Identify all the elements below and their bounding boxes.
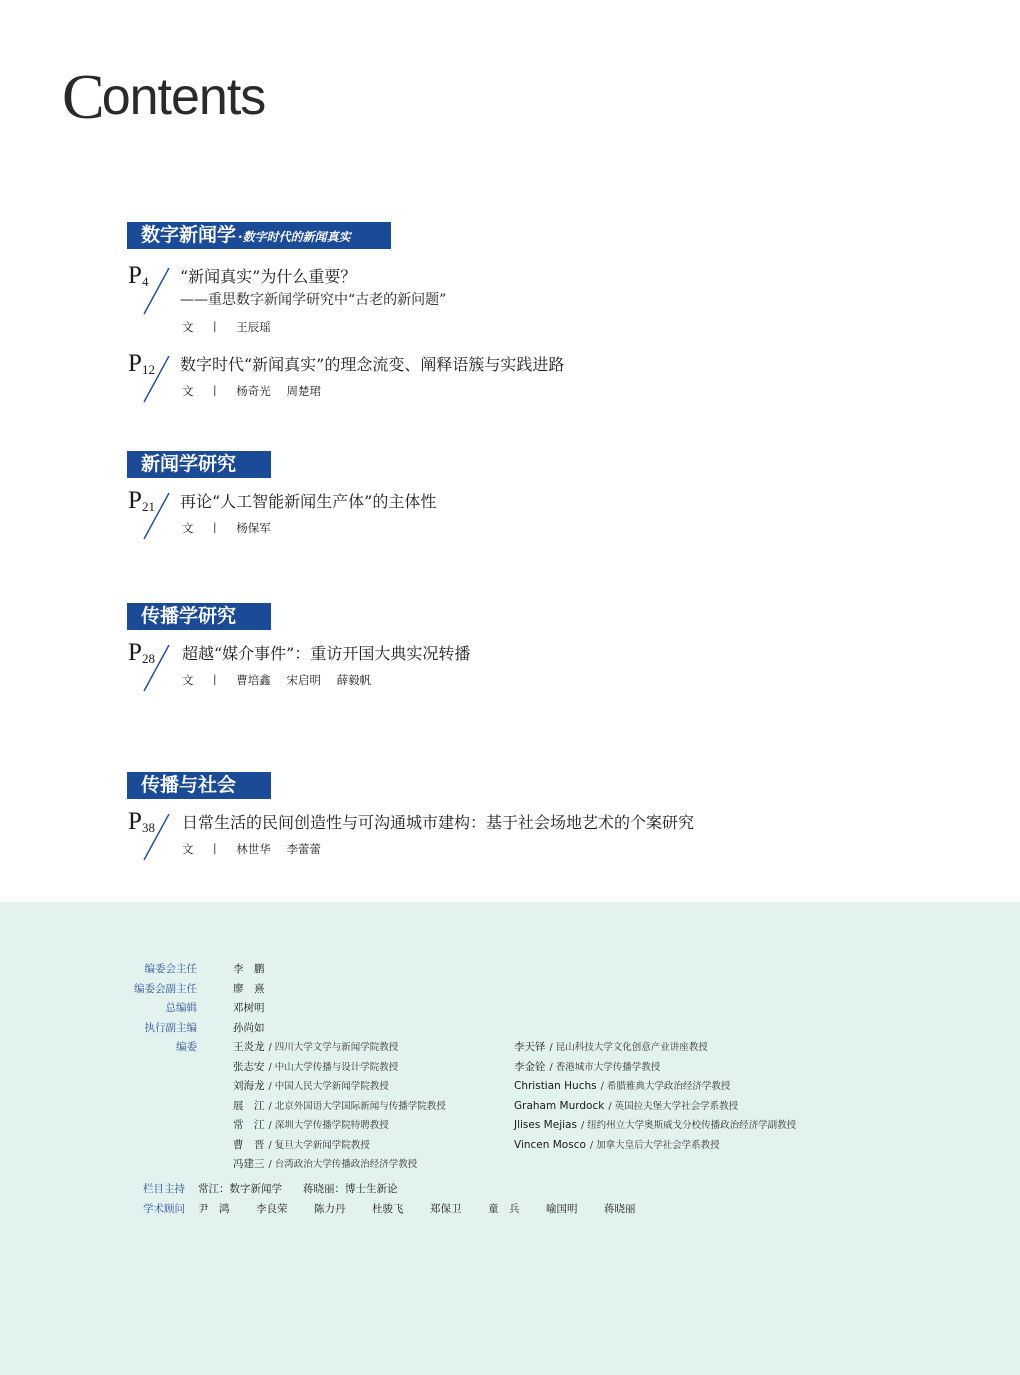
entry-title: “新闻真实”为什么重要？	[180, 267, 357, 286]
board-label: 执行副主编	[144, 1022, 197, 1034]
advisor-list	[198, 1201, 662, 1216]
board-member: 展 江 / 北京外国语大学国际新闻与传播学院教授	[233, 1100, 446, 1112]
entry-authors: 文 丨 杨奇光 周楚珺	[182, 384, 321, 398]
page-number-mark	[126, 808, 186, 874]
slash-divider-icon	[126, 645, 186, 695]
advisor-name: 蒋晓丽	[604, 1203, 636, 1215]
editorial-board-panel	[0, 902, 1020, 1375]
board-name: 廖 熹	[233, 983, 265, 995]
section-banner-journalism-research	[127, 451, 271, 478]
slash-divider-icon	[126, 814, 186, 864]
entry-authors: 文 丨 林世华 李蕾蕾	[182, 842, 321, 856]
board-label: 编委会副主任	[134, 983, 197, 995]
slash-divider-icon	[126, 356, 186, 406]
advisor-name: 陈力丹	[314, 1203, 346, 1215]
page-number-mark	[126, 350, 186, 416]
slash-divider-icon	[126, 268, 186, 318]
page-number: 12	[142, 362, 155, 377]
column-hosts: 常江：数字新闻学 蒋晓丽：博士生新论	[198, 1183, 398, 1195]
page-prefix: P	[128, 639, 142, 666]
section-sublabel: ·数字时代的新闻真实	[238, 230, 351, 244]
board-label: 编委	[176, 1041, 197, 1053]
page-number: 21	[142, 499, 155, 514]
page-title	[62, 60, 265, 134]
entry-authors: 文 丨 曹培鑫 宋启明 薛毅帆	[182, 673, 372, 687]
board-label: 编委会主任	[144, 963, 197, 975]
title-rest: ontents	[101, 68, 266, 126]
board-label: 总编辑	[165, 1002, 197, 1014]
page-number: 4	[142, 274, 149, 289]
board-member: 刘海龙 / 中国人民大学新闻学院教授	[233, 1080, 389, 1092]
advisor-name: 杜骏飞	[372, 1203, 404, 1215]
entry-authors: 文 丨 王辰瑶	[182, 320, 271, 334]
section-banner-digital-journalism	[127, 222, 391, 249]
page-number-mark	[126, 639, 186, 705]
section-label: 传播学研究	[141, 605, 237, 627]
board-member: 常 江 / 深圳大学传播学院特聘教授	[233, 1119, 389, 1131]
page-prefix: P	[128, 808, 142, 835]
board-member: 张志安 / 中山大学传播与设计学院教授	[233, 1061, 399, 1073]
board-member: 冯建三 / 台湾政治大学传播政治经济学教授	[233, 1158, 418, 1170]
page-number: 28	[142, 651, 155, 666]
entry-title: 数字时代“新闻真实”的理念流变、阐释语簇与实践进路	[180, 355, 565, 374]
board-member: Graham Murdock / 英国拉夫堡大学社会学系教授	[514, 1100, 739, 1112]
entry-title: 日常生活的民间创造性与可沟通城市建构：基于社会场地艺术的个案研究	[182, 813, 695, 832]
advisor-name: 喻国明	[546, 1203, 578, 1215]
board-member: 李天铎 / 昆山科技大学文化创意产业讲座教授	[514, 1041, 708, 1053]
board-label: 学术顾问	[143, 1203, 185, 1215]
section-banner-communication-society	[127, 772, 271, 799]
board-member: 李金铨 / 香港城市大学传播学教授	[514, 1061, 661, 1073]
board-member: Christian Huchs / 希腊雅典大学政治经济学教授	[514, 1080, 731, 1092]
entry-title: 超越“媒介事件”：重访开国大典实况转播	[182, 644, 471, 663]
advisor-name: 尹 鸿	[198, 1203, 230, 1215]
board-label: 栏目主持	[143, 1183, 185, 1195]
page-prefix: P	[128, 487, 142, 514]
advisor-name: 郑保卫	[430, 1203, 462, 1215]
page-prefix: P	[128, 350, 142, 377]
entry-subtitle: ——重思数字新闻学研究中“古老的新问题”	[180, 292, 447, 308]
board-name: 邓树明	[233, 1002, 265, 1014]
section-label: 数字新闻学	[141, 224, 237, 246]
board-member: 王炎龙 / 四川大学文学与新闻学院教授	[233, 1041, 399, 1053]
title-initial: C	[62, 61, 104, 132]
board-member: Vincen Mosco / 加拿大皇后大学社会学系教授	[514, 1139, 720, 1151]
entry-authors: 文 丨 杨保军	[182, 521, 271, 535]
section-label: 传播与社会	[141, 774, 237, 796]
board-member: 曹 晋 / 复旦大学新闻学院教授	[233, 1139, 370, 1151]
section-label: 新闻学研究	[141, 453, 237, 475]
page-number-mark	[126, 487, 186, 553]
page-prefix: P	[128, 262, 142, 289]
slash-divider-icon	[126, 493, 186, 543]
section-banner-communication-research	[127, 603, 271, 630]
advisor-name: 李良荣	[256, 1203, 288, 1215]
board-name: 李 鹏	[233, 963, 265, 975]
page-number-mark	[126, 262, 186, 328]
entry-title: 再论“人工智能新闻生产体”的主体性	[180, 492, 437, 511]
board-name: 孙尚如	[233, 1022, 265, 1034]
advisor-name: 童 兵	[488, 1203, 520, 1215]
page-number: 38	[142, 820, 155, 835]
board-member: Jlises Mejias / 纽约州立大学奥斯威戈分校传播政治经济学副教授	[514, 1119, 797, 1131]
